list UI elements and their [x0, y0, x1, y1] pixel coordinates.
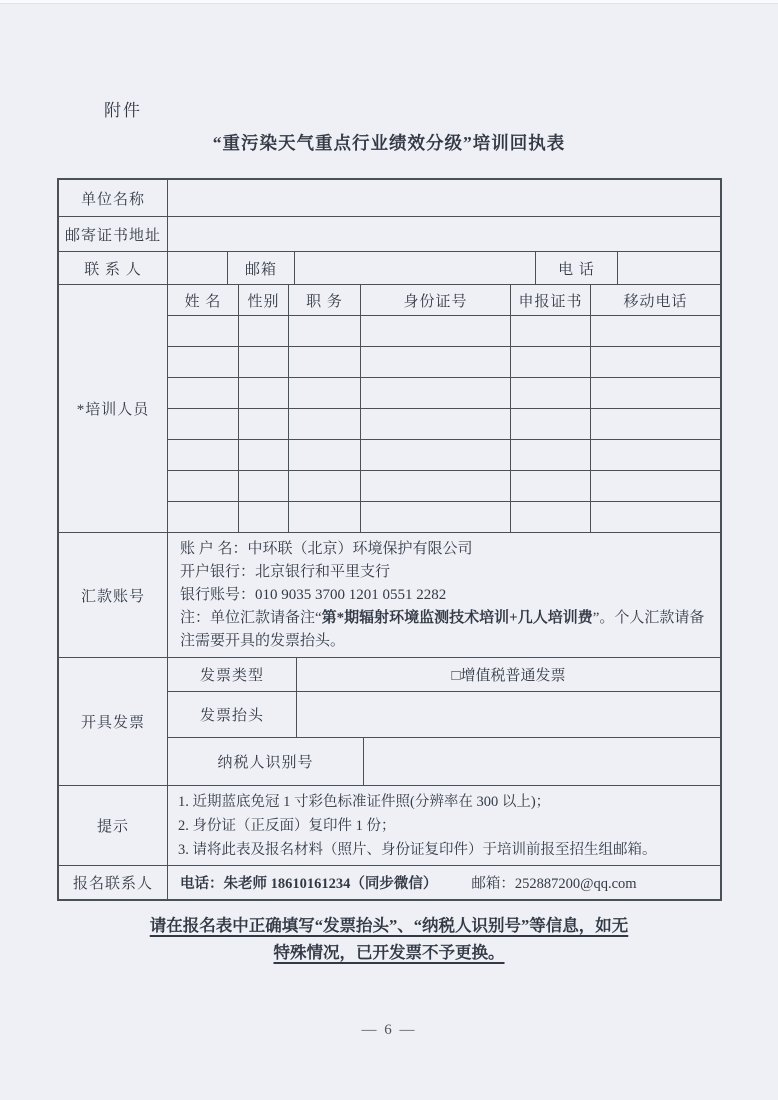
unit-name-input[interactable]: [167, 180, 720, 216]
trainee-input-cell[interactable]: [590, 316, 720, 346]
trainee-empty-row: [168, 377, 720, 408]
remittance-note: [180, 607, 710, 653]
trainee-input-cell[interactable]: [288, 316, 360, 346]
trainee-column-header: 性别: [238, 285, 288, 315]
trainee-grid: [167, 285, 720, 532]
remittance-note-bold: 第*期辐射环境监测技术培训+几人培训费: [321, 610, 593, 626]
scan-edge-artifact: [0, 0, 778, 4]
trainee-input-cell[interactable]: [590, 409, 720, 439]
remittance-account-name: 账 户 名：中环联（北京）环境保护有限公司: [180, 541, 473, 557]
contact-email-label: 邮箱: [227, 252, 294, 284]
remittance-account-number: 银行账号：010 9035 3700 1201 0551 2282: [180, 587, 447, 603]
trainee-input-cell[interactable]: [590, 347, 720, 377]
trainee-input-cell[interactable]: [590, 471, 720, 501]
reply-form-table: [57, 178, 722, 901]
trainee-input-cell[interactable]: [238, 347, 288, 377]
trainee-input-cell[interactable]: [288, 471, 360, 501]
trainees-label: *培训人员: [76, 402, 150, 418]
tip-item: 3. 请将此表及报名材料（照片、身份证复印件）于培训前报至招生组邮箱。: [178, 842, 657, 858]
trainees-section: [59, 284, 720, 532]
trainee-column-header: 移动电话: [590, 285, 720, 315]
tax-id-label: 纳税人识别号: [217, 755, 314, 771]
trainee-input-cell[interactable]: [238, 378, 288, 408]
trainee-input-cell[interactable]: [360, 409, 510, 439]
tips-section: [59, 785, 720, 865]
remittance-bank: 开户银行：北京银行和平里支行: [180, 564, 391, 580]
trainee-empty-row: [168, 346, 720, 377]
contact-row: [59, 251, 720, 284]
invoice-warning-note: [0, 912, 778, 966]
registration-contact-label: 报名联系人: [72, 876, 153, 892]
invoice-section: [59, 657, 720, 785]
registration-contact-email: 邮箱：252887200@qq.com: [471, 876, 637, 892]
trainee-empty-row: [168, 439, 720, 470]
mail-address-input[interactable]: [167, 217, 720, 251]
invoice-type-row: [168, 658, 720, 691]
trainee-input-cell[interactable]: [510, 316, 590, 346]
trainee-column-header: 姓 名: [184, 293, 222, 310]
remittance-note-prefix: 注：单位汇款请备注“: [180, 610, 322, 626]
trainee-header-row: [168, 285, 720, 315]
trainee-input-cell[interactable]: [510, 347, 590, 377]
unit-name-label: 单位名称: [80, 191, 145, 208]
invoice-label: 开具发票: [80, 715, 145, 731]
tips-label: 提示: [96, 819, 129, 835]
trainee-input-cell[interactable]: [238, 316, 288, 346]
tax-id-row: [168, 737, 720, 785]
trainee-empty-row: [168, 470, 720, 501]
trainee-input-cell[interactable]: [510, 378, 590, 408]
registration-contact-details: [167, 866, 720, 899]
page-number: — 6 —: [361, 1022, 417, 1038]
mail-address-row: [59, 216, 720, 251]
trainee-input-cell[interactable]: [168, 316, 238, 346]
contact-phone-label: 电 话: [535, 252, 617, 284]
trainee-input-cell[interactable]: [168, 471, 238, 501]
invoice-subtable: [167, 658, 720, 785]
registration-contact-phone: 电话：朱老师 18610161234（同步微信）: [180, 876, 438, 892]
trainee-input-cell[interactable]: [168, 378, 238, 408]
trainee-rows: [168, 315, 720, 532]
trainee-empty-row: [168, 408, 720, 439]
trainee-input-cell[interactable]: [360, 316, 510, 346]
invoice-title-input[interactable]: [296, 692, 720, 737]
trainee-column-header: 身份证号: [360, 285, 510, 315]
contact-person-input[interactable]: [167, 252, 227, 284]
invoice-warning-line1: 请在报名表中正确填写“发票抬头”、“纳税人识别号”等信息，如无: [149, 916, 629, 935]
tips-list: [167, 786, 720, 865]
invoice-title-row: [168, 691, 720, 737]
mail-address-label: 邮寄证书地址: [64, 227, 161, 244]
trainee-input-cell[interactable]: [238, 409, 288, 439]
trainee-input-cell[interactable]: [510, 440, 590, 470]
trainee-input-cell[interactable]: [360, 502, 510, 532]
trainee-input-cell[interactable]: [288, 440, 360, 470]
contact-person-label: 联 系 人: [84, 261, 142, 278]
tax-id-input[interactable]: [363, 738, 720, 785]
trainee-input-cell[interactable]: [168, 409, 238, 439]
trainee-input-cell[interactable]: [238, 440, 288, 470]
invoice-type-label: 发票类型: [199, 668, 264, 684]
trainee-column-header: 申报证书: [510, 285, 590, 315]
contact-email-input[interactable]: [294, 252, 535, 284]
registration-contact-row: [59, 865, 720, 899]
remittance-section: [59, 532, 720, 657]
trainee-input-cell[interactable]: [590, 440, 720, 470]
trainee-input-cell[interactable]: [288, 378, 360, 408]
trainee-input-cell[interactable]: [288, 347, 360, 377]
trainee-input-cell[interactable]: [360, 378, 510, 408]
invoice-type-checkbox-option[interactable]: □增值税普通发票: [296, 658, 720, 691]
tip-item: 1. 近期蓝底免冠 1 寸彩色标准证件照(分辨率在 300 以上)；: [178, 794, 551, 810]
trainee-input-cell[interactable]: [168, 440, 238, 470]
invoice-title-label: 发票抬头: [199, 708, 264, 724]
trainee-empty-row: [168, 315, 720, 346]
trainee-input-cell[interactable]: [590, 378, 720, 408]
attachment-label: 附件: [104, 101, 142, 120]
trainee-input-cell[interactable]: [238, 502, 288, 532]
unit-name-row: [59, 180, 720, 216]
trainee-input-cell[interactable]: [360, 471, 510, 501]
trainee-input-cell[interactable]: [288, 502, 360, 532]
trainee-input-cell[interactable]: [168, 347, 238, 377]
trainee-empty-row: [168, 501, 720, 532]
trainee-input-cell[interactable]: [510, 471, 590, 501]
trainee-input-cell[interactable]: [510, 409, 590, 439]
remittance-note-suffix: ”。个人汇款请备注需要开具的发票抬头。: [180, 610, 705, 649]
trainee-input-cell[interactable]: [168, 502, 238, 532]
invoice-warning-line2: 特殊情况，已开发票不予更换。: [273, 943, 505, 962]
trainee-input-cell[interactable]: [238, 471, 288, 501]
trainee-input-cell[interactable]: [360, 440, 510, 470]
trainee-input-cell[interactable]: [360, 347, 510, 377]
trainee-input-cell[interactable]: [510, 502, 590, 532]
contact-phone-input[interactable]: [617, 252, 720, 284]
remittance-details: [167, 533, 720, 657]
trainee-column-header: 职 务: [288, 285, 360, 315]
remittance-label: 汇款账号: [80, 588, 145, 605]
page-title: “重污染天气重点行业绩效分级”培训回执表: [212, 133, 566, 153]
tip-item: 2. 身份证（正反面）复印件 1 份；: [178, 818, 396, 834]
trainee-input-cell[interactable]: [590, 502, 720, 532]
trainee-input-cell[interactable]: [288, 409, 360, 439]
